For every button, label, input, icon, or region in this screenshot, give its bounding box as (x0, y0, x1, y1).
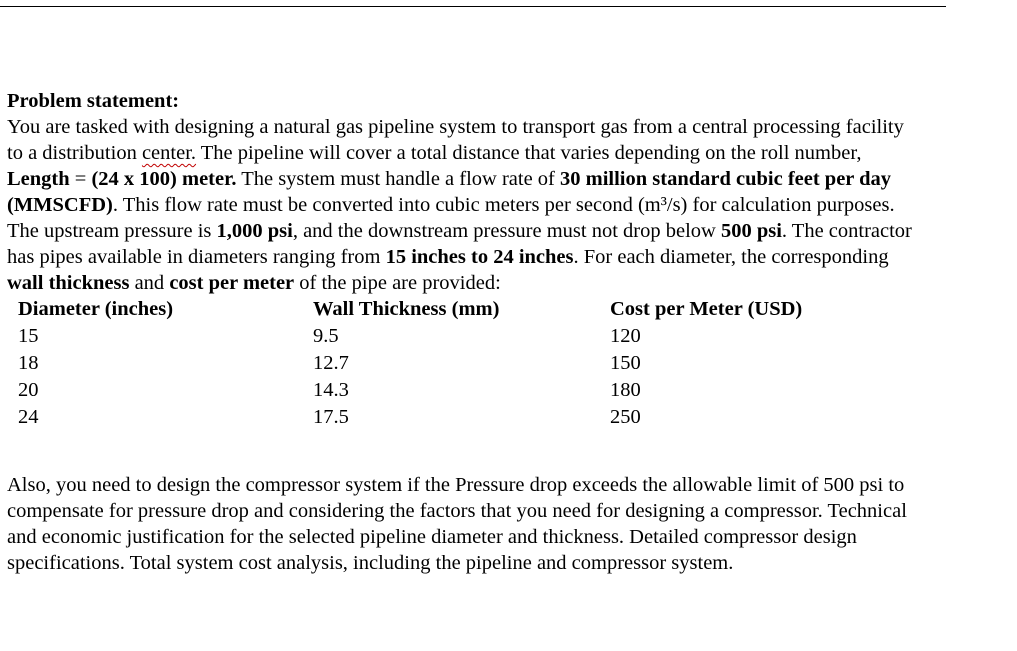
pipe-specs-table (12, 296, 846, 431)
bold-length-value: (24 x 100) meter. (91, 168, 237, 190)
bold-cost-per-meter: cost per meter (169, 272, 295, 294)
diameter-cell: 24 (18, 406, 39, 428)
diameter-cell: 18 (18, 352, 39, 374)
top-divider (0, 6, 946, 7)
problem-statement-heading: Problem statement: (7, 90, 180, 112)
text-run: and (129, 272, 170, 294)
text-run: . This flow rate must be converted into cubic meters per second (m³/s) for calculation purposes. The upstream pressure is (7, 194, 895, 242)
text-run: , and the downstream pressure must not drop below (292, 220, 721, 242)
bold-flow-rate: 30 million standard cubic feet per day (MMSCFD) (7, 168, 892, 216)
table-row (12, 350, 846, 377)
table-row (12, 323, 846, 350)
bold-wall-thickness: wall thickness (7, 272, 130, 294)
column-header-cost: Cost per Meter (USD) (610, 298, 803, 320)
diameter-cell: 15 (18, 325, 39, 347)
cost-cell: 180 (610, 379, 641, 401)
text-run: . The contractor has pipes available in diameters ranging from (7, 220, 912, 268)
text-run: = (69, 168, 92, 190)
wall-thickness-cell: 17.5 (313, 406, 349, 428)
paragraph-spacer (7, 431, 922, 472)
table-row (12, 377, 846, 404)
text-run: . For each diameter, the corresponding (573, 246, 889, 268)
wall-thickness-cell: 12.7 (313, 352, 349, 374)
wall-thickness-cell: 9.5 (313, 325, 339, 347)
cost-cell: 150 (610, 352, 641, 374)
cost-cell: 120 (610, 325, 641, 347)
cost-cell: 250 (610, 406, 641, 428)
wall-thickness-cell: 14.3 (313, 379, 349, 401)
text-run: of the pipe are provided: (294, 272, 501, 294)
document-body (7, 88, 922, 576)
table-header-row (12, 296, 846, 323)
text-run: You are tasked with designing a natural gas pipeline system to transport gas from a central processing facility to a distribution (7, 116, 904, 164)
bold-length-label: Length (7, 168, 70, 190)
column-header-wall-thickness: Wall Thickness (mm) (313, 298, 500, 320)
text-run: The system must handle a flow rate of (236, 168, 561, 190)
spellcheck-flagged-word[interactable]: center. (141, 142, 197, 164)
bold-diameter-range: 15 inches to 24 inches (385, 246, 574, 268)
problem-description-paragraph (7, 114, 922, 296)
column-header-diameter: Diameter (inches) (18, 298, 174, 320)
bold-upstream-pressure: 1,000 psi (216, 220, 293, 242)
compressor-requirements-paragraph: Also, you need to design the compressor system if the Pressure drop exceeds the allowable limit of 500 psi to compensate for pressure drop and considering the factors that you need for designing a compressor. Technical and economic justification for the selected pipeline diameter and thickness. Detailed compressor design specifications. Total system cost analysis, including the pipeline and compressor system. (7, 474, 907, 574)
table-row (12, 404, 846, 431)
text-run: The pipeline will cover a total distance that varies depending on the roll number, (196, 142, 862, 164)
diameter-cell: 20 (18, 379, 39, 401)
bold-downstream-pressure: 500 psi (720, 220, 782, 242)
